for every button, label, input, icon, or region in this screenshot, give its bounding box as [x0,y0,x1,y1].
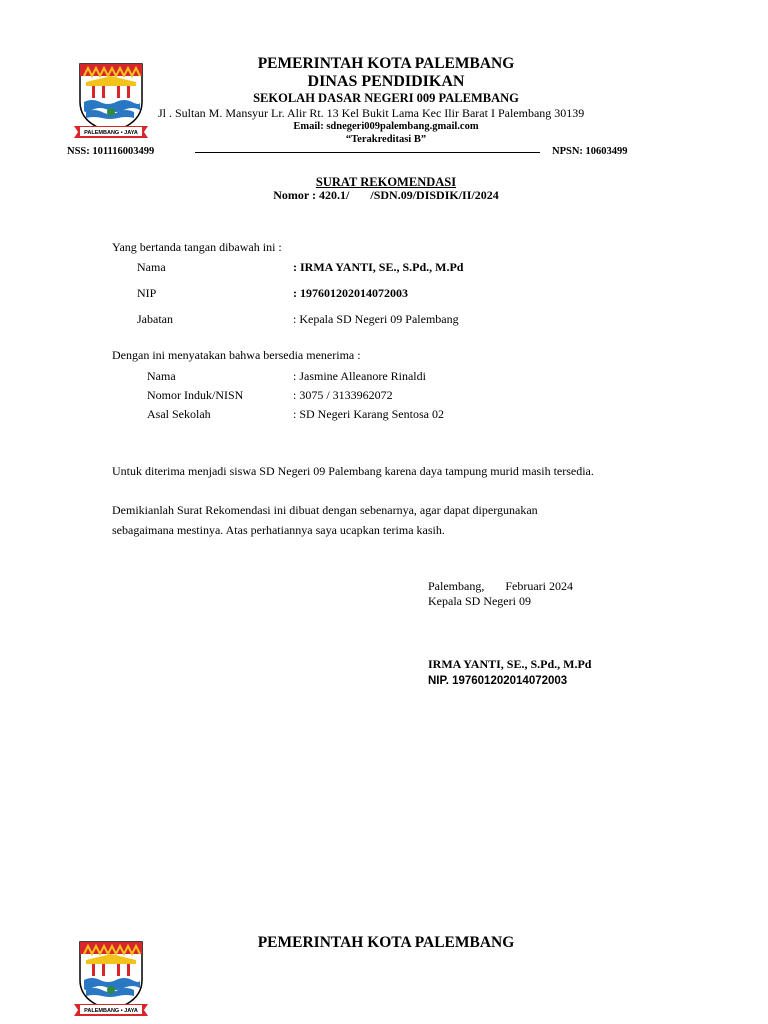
signer-nip-label: NIP [137,286,157,300]
city-emblem-logo-page2 [72,936,150,1018]
signer-nip-value: : 197601202014072003 [293,286,408,300]
student-nisn-value: : 3075 / 3133962072 [293,388,393,402]
signature-nip: NIP. 197601202014072003 [428,675,568,687]
nss-number: NSS: 101116003499 [67,146,155,157]
accreditation-status: “Terakreditasi B” [345,134,427,145]
city-emblem-logo [72,58,150,140]
letter-title: SURAT REKOMENDASI [315,175,457,189]
closing-paragraph-line2: sebagaimana mestinya. Atas perhatiannya saya ucapkan terima kasih. [112,523,445,537]
student-name-value: : Jasmine Alleanore Rinaldi [293,369,426,383]
student-name-label: Nama [147,369,176,383]
signer-name-label: Nama [137,260,166,274]
school-address: Jl . Sultan M. Mansyur Lr. Alir Rt. 13 Kel Bukit Lama Kec Ilir Barat I Palembang 30139 [158,106,585,120]
signer-intro: Yang bertanda tangan dibawah ini : [112,240,282,254]
signer-position-label: Jabatan [137,312,173,326]
school-name: SEKOLAH DASAR NEGERI 009 PALEMBANG [253,91,519,105]
signature-position: Kepala SD Negeri 09 [428,594,531,608]
acceptance-paragraph: Untuk diterima menjadi siswa SD Negeri 09 Palembang karena daya tampung murid masih tersedia. [112,464,594,478]
department-title: DINAS PENDIDIKAN [307,73,465,90]
student-school-label: Asal Sekolah [147,407,211,421]
signer-name-value: : IRMA YANTI, SE., S.Pd., M.Pd [293,260,464,274]
signature-name: IRMA YANTI, SE., S.Pd., M.Pd [428,657,592,671]
svg-text:PALEMBANG • JAYA: PALEMBANG • JAYA [84,130,138,136]
signature-place-date: Palembang, Februari 2024 [428,579,573,593]
header-divider [195,152,540,153]
government-title-page2: PEMERINTAH KOTA PALEMBANG [257,934,515,951]
signer-position-value: : Kepala SD Negeri 09 Palembang [293,312,459,326]
letter-number: Nomor : 420.1/ /SDN.09/DISDIK/II/2024 [273,188,499,202]
svg-text:PALEMBANG • JAYA: PALEMBANG • JAYA [84,1008,138,1014]
school-email: Email: sdnegeri009palembang.gmail.com [293,121,479,132]
closing-paragraph-line1: Demikianlah Surat Rekomendasi ini dibuat dengan sebenarnya, agar dapat dipergunakan [112,503,538,517]
student-nisn-label: Nomor Induk/NISN [147,388,244,402]
student-school-value: : SD Negeri Karang Sentosa 02 [293,407,444,421]
npsn-number: NPSN: 10603499 [552,146,628,157]
government-title: PEMERINTAH KOTA PALEMBANG [257,55,515,72]
student-intro: Dengan ini menyatakan bahwa bersedia menerima : [112,348,361,362]
